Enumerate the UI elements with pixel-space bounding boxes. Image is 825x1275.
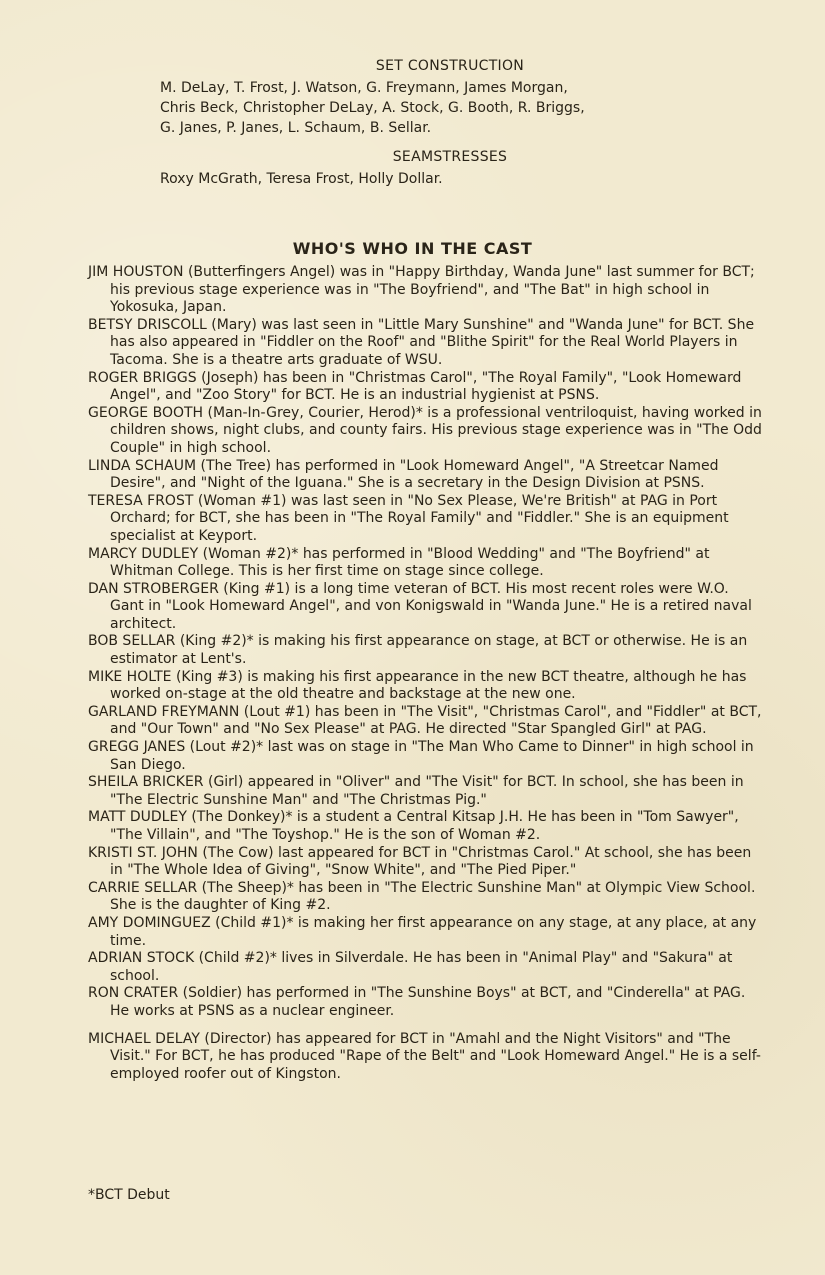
cast-bio: MATT DUDLEY (The Donkey)* is a student a Central Kitsap J.H. He has been in "Tom Sawyer", "The Villain", and "The Toyshop." He is the son of Woman #2. [88, 809, 739, 843]
bct-debut-footnote: *BCT Debut [88, 1187, 170, 1203]
cast-bio: DAN STROBERGER (King #1) is a long time veteran of BCT. His most recent roles were W.O. Gant in "Look Homeward Angel", and von Konigswald in "Wanda June." He is a retired naval architect. [88, 580, 752, 632]
cast-section-title: WHO'S WHO IN THE CAST [292, 239, 533, 258]
cast-bio: MIKE HOLTE (King #3) is making his first appearance in the new BCT theatre, although he has worked on-stage at the old theatre and backstage at the new one. [88, 668, 747, 703]
set-construction-names [160, 78, 720, 138]
cast-bio: AMY DOMINGUEZ (Child #1)* is making her first appearance on any stage, at any place, at any time. [88, 914, 757, 949]
cast-bio: GEORGE BOOTH (Man-In-Grey, Courier, Herod)* is a professional ventriloquist, having worked in children shows, night clubs, and county fairs. His previous stage experience was in "The Odd Couple" in high school. [88, 404, 762, 456]
set-construction-line: Chris Beck, Christopher DeLay, A. Stock, G. Booth, R. Briggs, [160, 100, 585, 116]
cast-bio: TERESA FROST (Woman #1) was last seen in "No Sex Please, We're British" at PAG in Port Orchard; for BCT, she has been in "The Royal Family" and "Fiddler." She is an equipment specialist at Keyport. [88, 492, 729, 544]
cast-bio: GARLAND FREYMANN (Lout #1) has been in "The Visit", "Christmas Carol", and "Fiddler" at BCT, and "Our Town" and "No Sex Please" at PAG. He directed "Star Spangled Girl" at PAG. [88, 703, 762, 738]
cast-bio-list [88, 264, 763, 1083]
cast-bio: JIM HOUSTON (Butterfingers Angel) was in "Happy Birthday, Wanda June" last summer for BCT; his previous stage experience was in "The Boyfriend", and "The Bat" in high school in Yokosuka, Japan. [88, 264, 755, 316]
cast-bio: LINDA SCHAUM (The Tree) has performed in "Look Homeward Angel", "A Streetcar Named Desire", and "Night of the Iguana." She is a secretary in the Design Division at PSNS. [88, 457, 719, 492]
cast-bio: BETSY DRISCOLL (Mary) was last seen in "Little Mary Sunshine" and "Wanda June" for BCT. She has also appeared in "Fiddler on the Roof" and "Blithe Spirit" for the Real World Players in Tacoma. She is a theatre arts graduate of WSU. [88, 316, 755, 368]
seamstresses-heading: SEAMSTRESSES [392, 149, 508, 165]
set-construction-line: G. Janes, P. Janes, L. Schaum, B. Sellar. [160, 120, 432, 136]
cast-bio: MARCY DUDLEY (Woman #2)* has performed in "Blood Wedding" and "The Boyfriend" at Whitman College. This is her first time on stage since college. [88, 545, 710, 580]
director-bio: MICHAEL DELAY (Director) has appeared for BCT in "Amahl and the Night Visitors" and "The Visit." For BCT, he has produced "Rape of the Belt" and "Look Homeward Angel." He is a self-employed roofer out of Kingston. [88, 1030, 761, 1082]
cast-bio: GREGG JANES (Lout #2)* last was on stage in "The Man Who Came to Dinner" in high school in San Diego. [88, 739, 754, 773]
seamstresses-section [160, 149, 720, 189]
set-construction-section [160, 58, 720, 138]
seamstresses-names: Roxy McGrath, Teresa Frost, Holly Dollar. [160, 171, 443, 187]
cast-bio: KRISTI ST. JOHN (The Cow) last appeared for BCT in "Christmas Carol." At school, she has been in "The Whole Idea of Giving", "Snow White", and "The Pied Piper." [88, 844, 752, 879]
set-construction-line: M. DeLay, T. Frost, J. Watson, G. Freymann, James Morgan, [160, 80, 568, 96]
cast-bio: ADRIAN STOCK (Child #2)* lives in Silverdale. He has been in "Animal Play" and "Sakura" at school. [88, 950, 733, 984]
cast-bio: BOB SELLAR (King #2)* is making his first appearance on stage, at BCT or otherwise. He is an estimator at Lent's. [88, 633, 748, 668]
set-construction-heading: SET CONSTRUCTION [375, 58, 525, 74]
cast-bio: CARRIE SELLAR (The Sheep)* has been in "The Electric Sunshine Man" at Olympic View School. She is the daughter of King #2. [88, 879, 756, 914]
cast-bio: ROGER BRIGGS (Joseph) has been in "Christmas Carol", "The Royal Family", "Look Homeward Angel", and "Zoo Story" for BCT. He is an industrial hygienist at PSNS. [88, 369, 742, 404]
cast-bio: SHEILA BRICKER (Girl) appeared in "Oliver" and "The Visit" for BCT. In school, she has been in "The Electric Sunshine Man" and "The Christmas Pig." [88, 774, 744, 808]
cast-bio: RON CRATER (Soldier) has performed in "The Sunshine Boys" at BCT, and "Cinderella" at PAG. He works at PSNS as a nuclear engineer. [88, 985, 746, 1019]
